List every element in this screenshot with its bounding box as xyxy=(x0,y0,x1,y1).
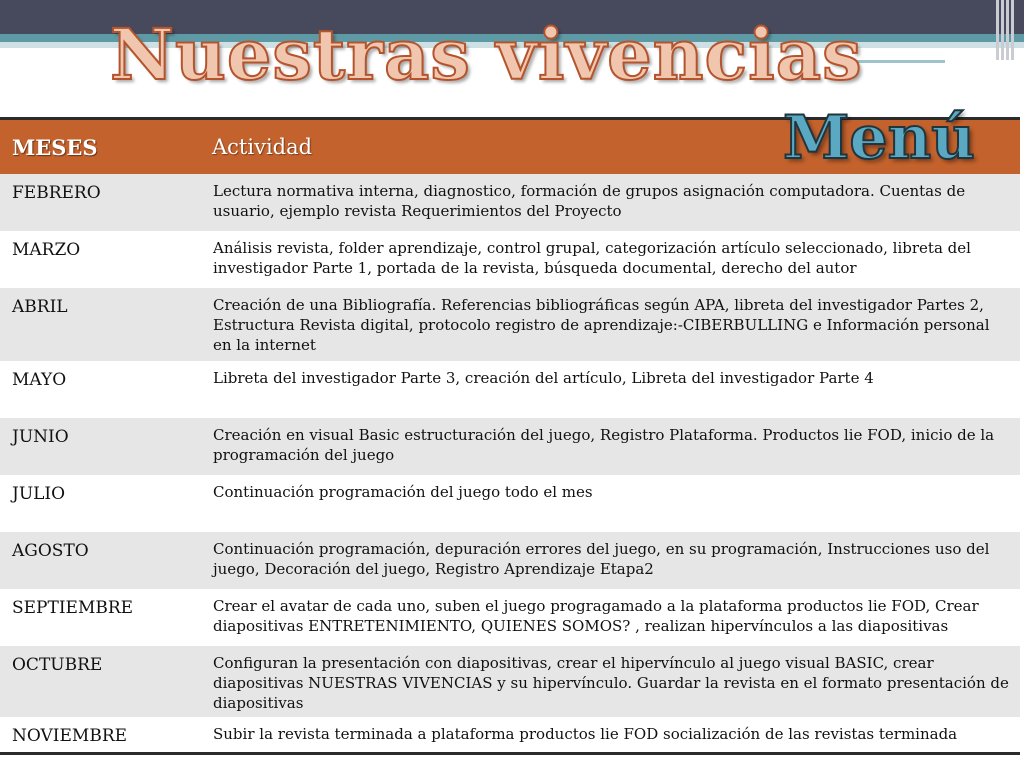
month-cell: AGOSTO xyxy=(12,541,89,561)
activity-cell: Lectura normativa interna, diagnostico, formación de grupos asignación computadora. Cuentas de usuario, ejemplo revista Requerimientos del Proyecto xyxy=(213,182,966,220)
table-row xyxy=(0,717,1020,752)
activity-cell: Crear el avatar de cada uno, suben el juego progragamado a la plataforma productos lie FOD, Crear diapositivas ENTRETENIMIENTO, QUIENES SOMOS? , realizan hipervínculos a las diapositivas xyxy=(213,597,979,635)
table-body xyxy=(0,174,1020,752)
month-cell: SEPTIEMBRE xyxy=(12,598,134,618)
table-row xyxy=(0,589,1020,646)
activities-table xyxy=(0,117,1020,755)
activity-cell: Creación de una Bibliografía. Referencias bibliográficas según APA, libreta del investigador Partes 2, Estructura Revista digital, protocolo registro de aprendizaje:-CIBERBULLING e Información personal en la internet xyxy=(213,296,990,354)
month-cell: JUNIO xyxy=(12,427,69,447)
activity-cell: Creación en visual Basic estructuración del juego, Registro Plataforma. Productos lie FOD, inicio de la programación del juego xyxy=(213,426,995,464)
activity-cell: Continuación programación, depuración errores del juego, en su programación, Instrucciones uso del juego, Decoración del juego, Registro Aprendizaje Etapa2 xyxy=(213,540,990,578)
month-cell: ABRIL xyxy=(12,297,68,317)
activity-cell: Libreta del investigador Parte 3, creación del artículo, Libreta del investigador Parte 4 xyxy=(213,369,874,387)
activity-cell: Subir la revista terminada a plataforma productos lie FOD socialización de las revistas terminada xyxy=(213,725,958,743)
month-cell: MAYO xyxy=(12,370,67,390)
table-row xyxy=(0,231,1020,288)
table-row xyxy=(0,646,1020,717)
column-header-activity: Actividad xyxy=(212,135,313,159)
activity-cell: Continuación programación del juego todo el mes xyxy=(213,483,593,501)
table-row xyxy=(0,532,1020,589)
table-row xyxy=(0,475,1020,532)
activity-cell: Configuran la presentación con diapositivas, crear el hipervínculo al juego visual BASIC, crear diapositivas NUESTRAS VIVENCIAS y su hipervínculo. Guardar la revista en el formato presentación de diapositivas xyxy=(213,654,1009,712)
table-row xyxy=(0,361,1020,418)
menu-button[interactable]: Menú xyxy=(783,103,975,173)
decorative-stripes xyxy=(996,0,1018,60)
title-underline xyxy=(855,60,945,63)
month-cell: JULIO xyxy=(12,484,66,504)
table-row xyxy=(0,418,1020,475)
activity-cell: Análisis revista, folder aprendizaje, control grupal, categorización artículo seleccionado, libreta del investigador Parte 1, portada de la revista, búsqueda documental, derecho del autor xyxy=(213,239,971,277)
page-title: Nuestras vivencias xyxy=(110,13,863,96)
table-row xyxy=(0,174,1020,231)
month-cell: NOVIEMBRE xyxy=(12,726,128,746)
column-header-months: MESES xyxy=(12,134,98,160)
month-cell: OCTUBRE xyxy=(12,655,103,675)
table-row xyxy=(0,288,1020,361)
month-cell: FEBRERO xyxy=(12,183,101,203)
month-cell: MARZO xyxy=(12,240,81,260)
